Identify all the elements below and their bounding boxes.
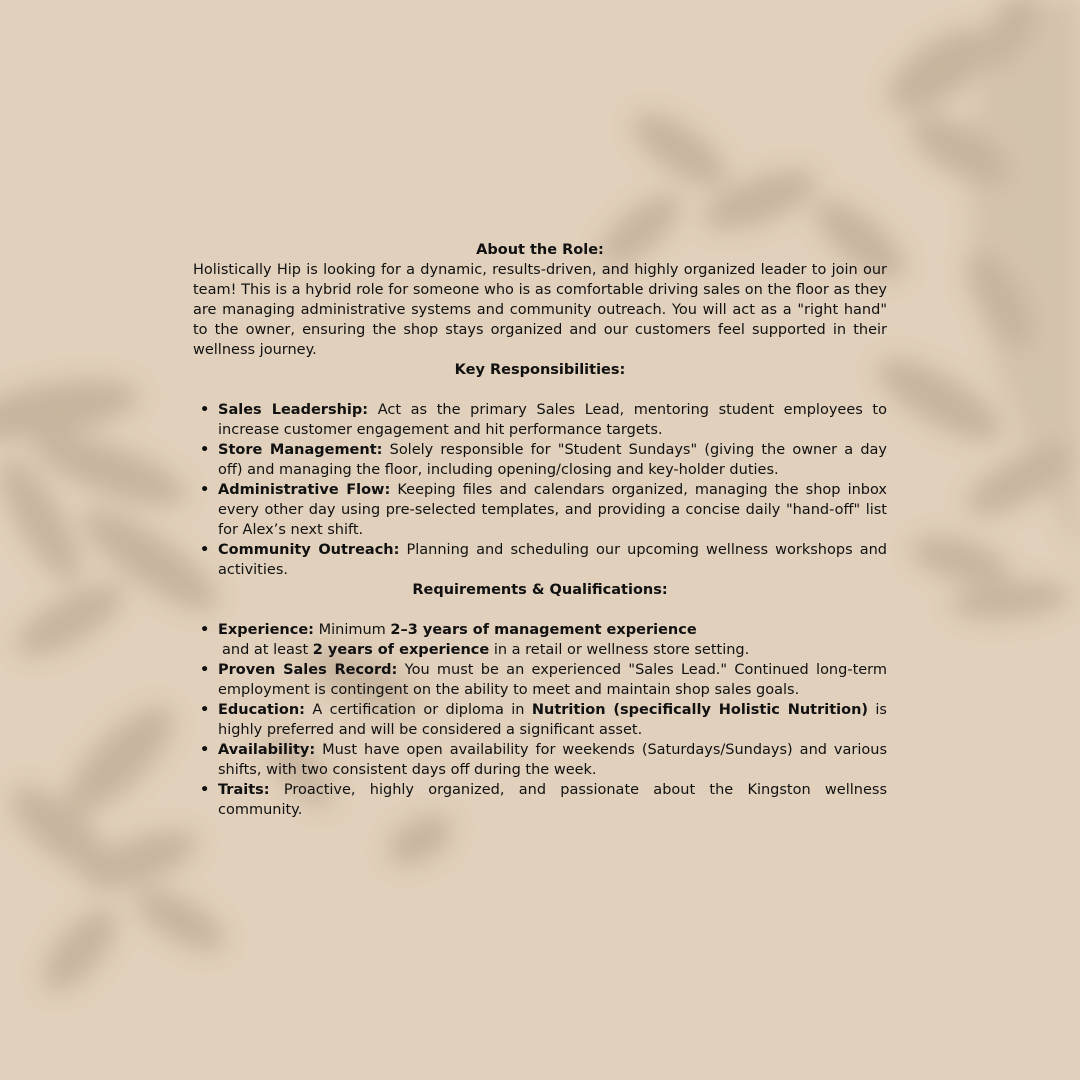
- item-text: A certification or diploma in: [304, 702, 532, 718]
- list-item: [200, 620, 887, 660]
- item-text: Planning and scheduling our upcoming wellness workshops and activities.: [218, 542, 887, 578]
- bullet: •: [200, 742, 210, 758]
- bullet: •: [200, 402, 210, 418]
- item-label: Education:: [218, 702, 305, 718]
- bullet: •: [200, 702, 210, 718]
- item-text: Proactive, highly organized, and passionate about the Kingston wellness community.: [218, 782, 887, 818]
- item-label: Proven Sales Record:: [218, 662, 398, 678]
- item-text: Keeping files and calendars organized, managing the shop inbox every other day using pre-selected templates, and providing a concise daily "hand-off" list for Alex’s next shift.: [218, 482, 887, 538]
- responsibilities-heading: Key Responsibilities:: [454, 362, 626, 378]
- item-label: Availability:: [218, 742, 316, 758]
- list-item: [200, 660, 888, 700]
- item-text: and at least: [222, 642, 313, 658]
- about-paragraph: Holistically Hip is looking for a dynamic, results-driven, and highly organized leader to join our team! This is a hybrid role for someone who is as comfortable driving sales on the floor as they are managing administrative systems and community outreach. You will act as a "right hand" to the owner, ensuring the shop stays organized and our customers feel supported in their wellness journey.: [193, 262, 887, 358]
- item-text: Solely responsible for "Student Sundays" (giving the owner a day off) and managing the floor, including opening/closing and key-holder duties.: [218, 442, 887, 478]
- item-emphasis: 2 years of experience: [312, 642, 490, 658]
- list-item: [200, 400, 887, 440]
- item-label: Traits:: [218, 782, 270, 798]
- item-label: Community Outreach:: [218, 542, 400, 558]
- item-label: Sales Leadership:: [218, 402, 369, 418]
- list-item: [200, 740, 887, 780]
- item-text: Minimum: [313, 622, 391, 638]
- requirements-heading: Requirements & Qualifications:: [412, 582, 668, 598]
- item-text: in a retail or wellness store setting.: [489, 642, 750, 658]
- item-emphasis: 2–3 years of management experience: [390, 622, 697, 638]
- list-item: [200, 440, 887, 480]
- item-emphasis: Nutrition (specifically Holistic Nutrition): [531, 702, 869, 718]
- item-label: Experience:: [218, 622, 314, 638]
- list-item: [200, 540, 887, 580]
- requirements-list: [193, 620, 887, 820]
- item-text: Act as the primary Sales Lead, mentoring student employees to increase customer engagement and hit performance targets.: [218, 402, 887, 438]
- experience-continuation: [218, 640, 887, 660]
- bullet: •: [200, 482, 210, 498]
- list-item: [200, 480, 887, 540]
- item-text: Must have open availability for weekends (Saturdays/Sundays) and various shifts, with two consistent days off during the week.: [218, 742, 887, 778]
- about-heading: About the Role:: [476, 242, 604, 258]
- bullet: •: [200, 662, 210, 678]
- bullet: •: [200, 442, 210, 458]
- responsibilities-list: [193, 400, 887, 580]
- bullet: •: [200, 542, 210, 558]
- item-label: Administrative Flow:: [218, 482, 391, 498]
- item-text: You must be an experienced "Sales Lead." Continued long-term employment is contingent on the ability to meet and maintain shop sales goals.: [218, 662, 888, 698]
- bullet: •: [200, 622, 210, 638]
- job-description: [193, 240, 887, 820]
- list-item: [200, 780, 887, 820]
- item-text: is highly preferred and will be considered a significant asset.: [218, 702, 887, 738]
- bullet: •: [200, 782, 210, 798]
- item-label: Store Management:: [218, 442, 383, 458]
- list-item: [200, 700, 887, 740]
